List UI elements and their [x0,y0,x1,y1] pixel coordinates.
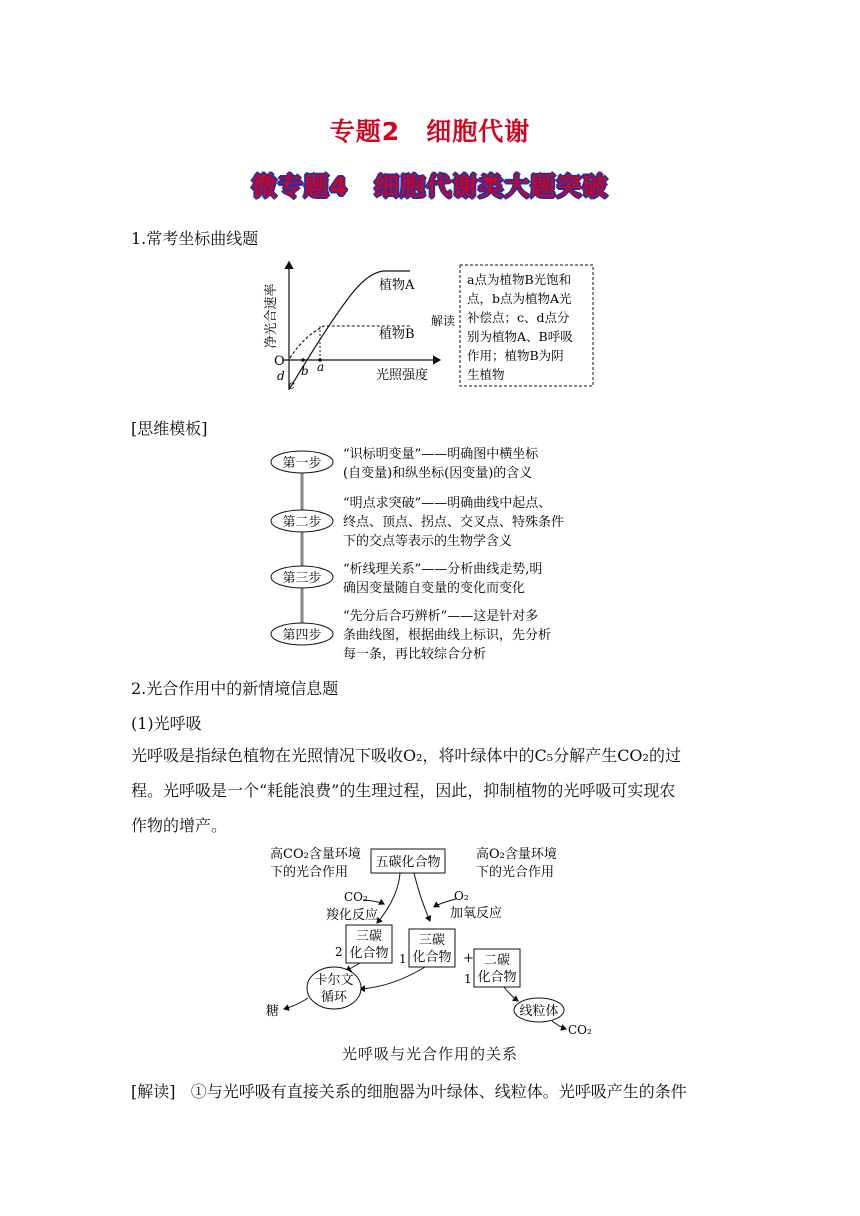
o2-label: O₂ [454,889,469,903]
interpretation-paragraph [131,1074,741,1109]
point-c-label: c [288,378,295,392]
page-title: 专题2 细胞代谢 [329,117,531,146]
svg-text:线粒体: 线粒体 [519,1004,559,1019]
interpretation-text: ①与光呼吸有直接关系的细胞器为叶绿体、线粒体。光呼吸产生的条件 [190,1082,687,1101]
arrow-c2-to-mito [504,987,518,1001]
svg-text:“析线理关系”——分析曲线走势,明确因变量随自变量的变化而变: “析线理关系”——分析曲线走势,明确因变量随自变量的变化而变化 [343,562,543,596]
svg-text:第三步: 第三步 [282,571,322,586]
section1-heading: 1.常考坐标曲线题 [131,229,259,248]
svg-text:“先分后合巧辨析”——这是针对多条曲线图，根据曲线上标识，先: “先分后合巧辨析”——这是针对多条曲线图，根据曲线上标识，先分析每一条，再比较综合分析 [343,609,552,662]
x-axis-label: 光照强度 [376,368,429,383]
curve-a-label: 植物A [379,278,415,293]
origin-label: O [274,354,285,369]
svg-text:“识标明变量”——明确图中横坐标(自变量)和纵坐标(因变量): “识标明变量”——明确图中横坐标(自变量)和纵坐标(因变量)的含义 [343,447,539,481]
svg-text:三碳化合物: 三碳化合物 [349,929,389,961]
arrow-calvin-to-sugar [284,998,308,1009]
svg-text:第四步: 第四步 [282,628,322,643]
num-1a: 1 [399,952,407,966]
diagram-caption: 光呼吸与光合作用的关系 [341,1045,518,1063]
num-1b: 1 [464,972,472,986]
template-heading: [思维模板] [131,419,208,438]
svg-text:二碳化合物: 二碳化合物 [477,953,517,985]
carboxylation-label: 羧化反应 [326,908,379,923]
step-4 [271,608,551,662]
svg-text:五碳化合物: 五碳化合物 [375,855,441,870]
y-axis-label: 净光合速率 [264,283,279,349]
page-subtitle: 微专题4 细胞代谢类大题突破 [251,172,609,201]
curve-graph [262,258,602,393]
point-a-label: a [317,360,325,374]
svg-text:“明点求突破”——明确曲线中起点、终点、顶点、拐点、交叉点、: “明点求突破”——明确曲线中起点、终点、顶点、拐点、交叉点、特殊条件下的交点等表示的生物学含义 [343,496,565,549]
oxygenation-label: 加氧反应 [450,906,503,921]
curve-b-label: 植物B [379,327,415,342]
plus-sign: + [463,951,474,966]
arrow-c5-to-c3-right [414,873,430,921]
section2-sub1: (1)光呼吸 [131,714,202,733]
interpretation-tag: [解读] [131,1082,176,1101]
photorespiration-diagram [262,843,602,1035]
left-top-note: 高CO₂含量环境 下的光合作用 [270,847,361,880]
section2-heading: 2.光合作用中的新情境信息题 [131,679,339,698]
co2-label: CO₂ [344,890,368,904]
interpret-label: 解读 [431,314,456,328]
num-2: 2 [335,945,343,959]
note-text: a点为植物B光饱和 点，b点为植物A光 补偿点；c、d点分 别为植物A、B呼吸 作用；植物B为阴 生植物 [467,272,573,382]
svg-text:第二步: 第二步 [282,515,322,530]
step-1 [271,446,539,481]
step-2 [271,495,564,549]
point-d-label: d [277,369,285,383]
point-b-dot [301,358,305,362]
photorespiration-paragraph: 光呼吸是指绿色植物在光照情况下吸收O₂，将叶绿体中的C₅分解产生CO₂的过 程。光呼吸是一个“耗能浪费”的生理过程，因此，抑制植物的光呼吸可实现农 作物的增产。 [131,746,681,835]
sugar-label: 糖 [266,1004,280,1019]
arrow-c3right-to-calvin [360,967,425,989]
arrow-c5-to-c3-left [377,873,400,923]
arrow-mito-to-co2 [552,1021,566,1029]
co2-out-label: CO₂ [568,1023,592,1035]
thinking-template [268,440,598,665]
svg-text:卡尔文循环: 卡尔文循环 [314,973,354,1005]
point-b-label: b [301,364,309,378]
step-3 [271,561,542,596]
svg-text:第一步: 第一步 [282,456,322,471]
svg-text:三碳化合物: 三碳化合物 [412,933,452,965]
right-top-note: 高O₂含量环境 下的光合作用 [476,847,557,880]
